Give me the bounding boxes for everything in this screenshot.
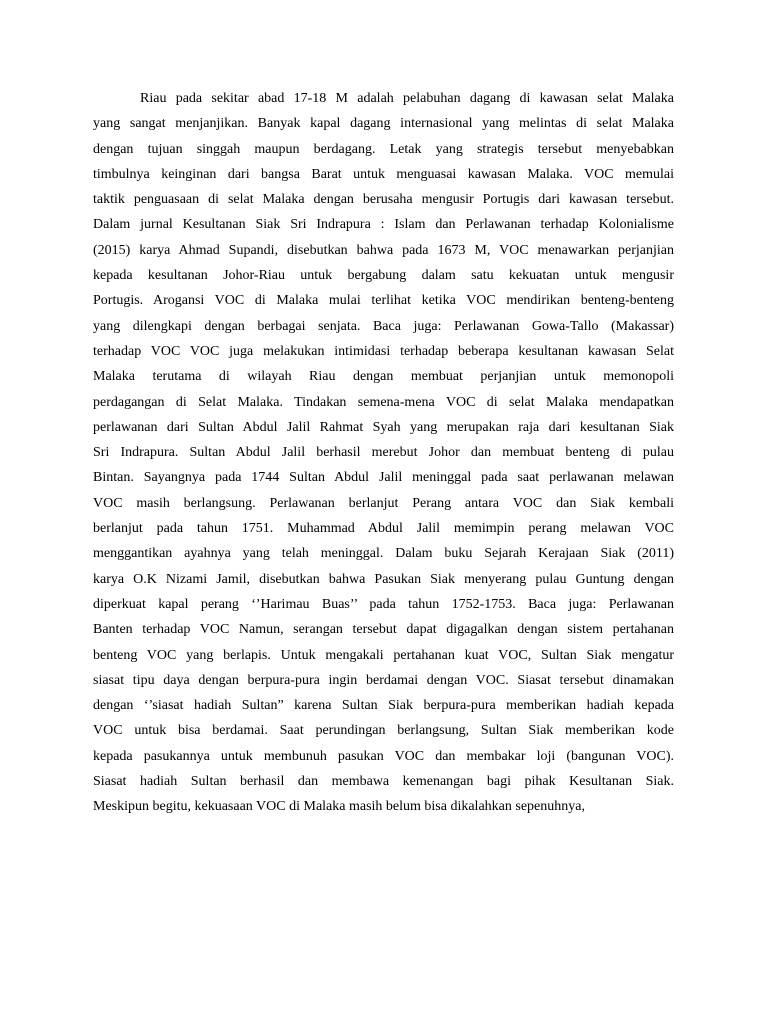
- paragraph-line: Riau pada sekitar abad 17-18 M adalah pelabuhan dagang di kawasan selat Malaka: [140, 91, 674, 106]
- body-paragraph: [93, 86, 674, 820]
- paragraph-line: (2015) karya Ahmad Supandi, disebutkan bahwa pada 1673 M, VOC menawarkan perjanjian: [93, 242, 674, 258]
- paragraph-line: yang dilengkapi dengan berbagai senjata. Baca juga: Perlawanan Gowa-Tallo (Makassar): [93, 318, 674, 334]
- paragraph-line: Portugis. Arogansi VOC di Malaka mulai terlihat ketika VOC mendirikan benteng-benteng: [93, 293, 674, 309]
- paragraph-line: menggantikan ayahnya yang telah meninggal. Dalam buku Sejarah Kerajaan Siak (2011): [93, 546, 674, 562]
- paragraph-line: Sri Indrapura. Sultan Abdul Jalil berhasil merebut Johor dan membuat benteng di pulau: [93, 445, 674, 461]
- paragraph-line: timbulnya keinginan dari bangsa Barat untuk menguasai kawasan Malaka. VOC memulai: [93, 166, 674, 182]
- paragraph-line: perlawanan dari Sultan Abdul Jalil Rahmat Syah yang merupakan raja dari kesultanan Siak: [93, 419, 674, 435]
- paragraph-line: Dalam jurnal Kesultanan Siak Sri Indrapura : Islam dan Perlawanan terhadap Kolonialisme: [93, 217, 674, 233]
- paragraph-line: Siasat hadiah Sultan berhasil dan membawa kemenangan bagi pihak Kesultanan Siak.: [93, 774, 674, 790]
- paragraph-line: dengan tujuan singgah maupun berdagang. Letak yang strategis tersebut menyebabkan: [93, 141, 674, 157]
- paragraph-line: VOC masih berlangsung. Perlawanan berlanjut Perang antara VOC dan Siak kembali: [93, 495, 674, 511]
- paragraph-line: kepada kesultanan Johor-Riau untuk bergabung dalam satu kekuatan untuk mengusir: [93, 268, 674, 284]
- paragraph-line: perdagangan di Selat Malaka. Tindakan semena-mena VOC di selat Malaka mendapatkan: [93, 394, 674, 410]
- paragraph-line: karya O.K Nizami Jamil, disebutkan bahwa Pasukan Siak menyerang pulau Guntung dengan: [93, 571, 674, 587]
- paragraph-line: terhadap VOC VOC juga melakukan intimidasi terhadap beberapa kesultanan kawasan Selat: [93, 343, 674, 359]
- paragraph-line: dengan ‘’siasat hadiah Sultan” karena Sultan Siak berpura-pura memberikan hadiah kepada: [93, 698, 674, 714]
- paragraph-line: taktik penguasaan di selat Malaka dengan berusaha mengusir Portugis dari kawasan tersebut.: [93, 192, 674, 208]
- paragraph-line: diperkuat kapal perang ‘’Harimau Buas’’ pada tahun 1752-1753. Baca juga: Perlawanan: [93, 596, 674, 612]
- paragraph-line: siasat tipu daya dengan berpura-pura ingin berdamai dengan VOC. Siasat tersebut dinamakan: [93, 672, 674, 688]
- paragraph-line: Malaka terutama di wilayah Riau dengan membuat perjanjian untuk memonopoli: [93, 369, 674, 385]
- paragraph-line: benteng VOC yang berlapis. Untuk mengakali pertahanan kuat VOC, Sultan Siak mengatur: [93, 647, 674, 663]
- paragraph-line: berlanjut pada tahun 1751. Muhammad Abdul Jalil memimpin perang melawan VOC: [93, 521, 674, 537]
- paragraph-line: kepada pasukannya untuk membunuh pasukan VOC dan membakar loji (bangunan VOC).: [93, 748, 674, 764]
- paragraph-line: VOC untuk bisa berdamai. Saat perundingan berlangsung, Sultan Siak memberikan kode: [93, 723, 674, 739]
- paragraph-line: Banten terhadap VOC Namun, serangan tersebut dapat digagalkan dengan sistem pertahanan: [93, 622, 674, 638]
- paragraph-line: Bintan. Sayangnya pada 1744 Sultan Abdul Jalil meninggal pada saat perlawanan melawan: [93, 470, 674, 486]
- paragraph-line: yang sangat menjanjikan. Banyak kapal dagang internasional yang melintas di selat Malaka: [93, 116, 674, 132]
- paragraph-line: Meskipun begitu, kekuasaan VOC di Malaka masih belum bisa dikalahkan sepenuhnya,: [93, 799, 585, 815]
